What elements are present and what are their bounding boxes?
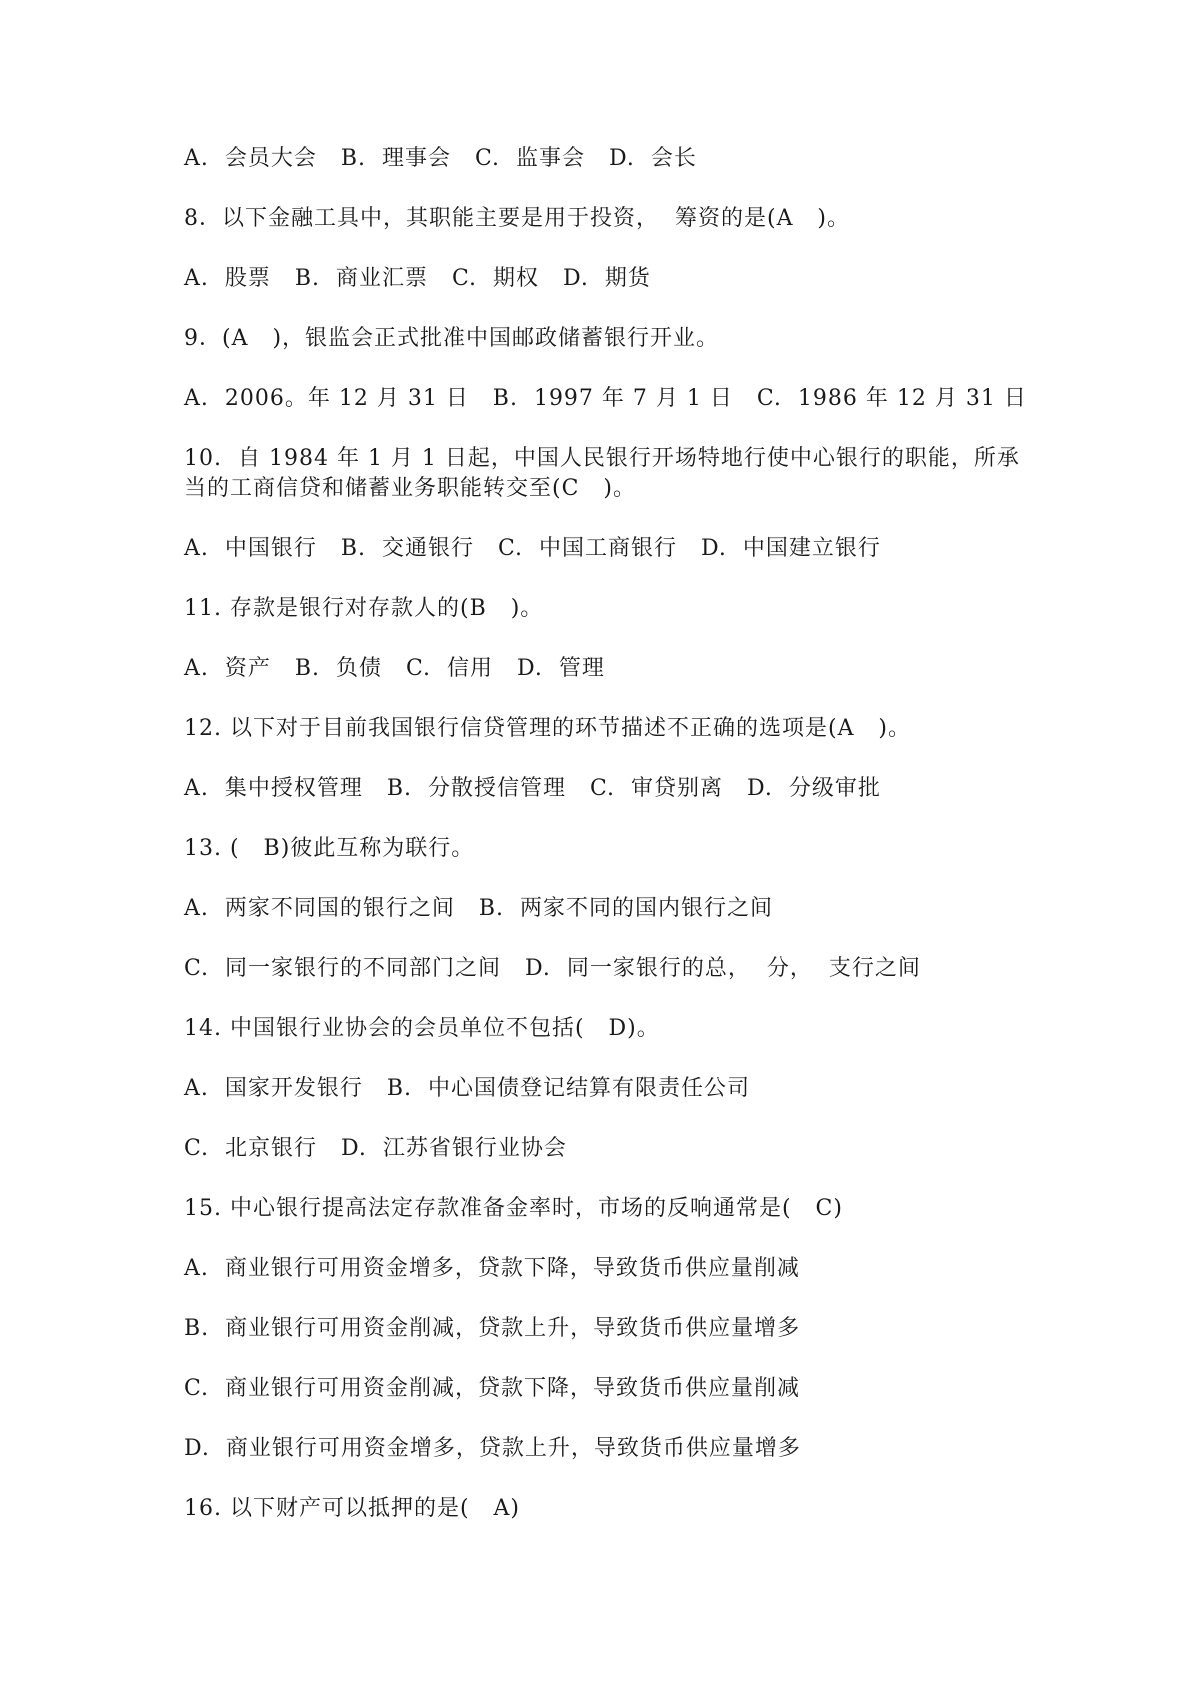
q8-options: A. 股票 B. 商业汇票 C. 期权 D. 期货 bbox=[184, 266, 651, 291]
q15-option-d: D. 商业银行可用资金增多，贷款上升，导致货币供应量增多 bbox=[184, 1436, 801, 1461]
q10-options: A. 中国银行 B. 交通银行 C. 中国工商银行 D. 中国建立银行 bbox=[184, 536, 881, 561]
q15-option-c: C. 商业银行可用资金削减，贷款下降，导致货币供应量削减 bbox=[184, 1376, 801, 1401]
q14-options-2: C. 北京银行 D. 江苏省银行业协会 bbox=[184, 1136, 567, 1161]
q15-option-b: B. 商业银行可用资金削减，贷款上升，导致货币供应量增多 bbox=[184, 1316, 801, 1341]
q15-option-a: A. 商业银行可用资金增多，贷款下降，导致货币供应量削减 bbox=[184, 1256, 800, 1281]
q9-question: 9．(A )，银监会正式批准中国邮政储蓄银行开业。 bbox=[184, 326, 720, 351]
q13-question: 13. ( B)彼此互称为联行。 bbox=[184, 836, 475, 861]
q13-options-2: C. 同一家银行的不同部门之间 D. 同一家银行的总， 分， 支行之间 bbox=[184, 956, 921, 981]
q9-options: A. 2006。年 12 月 31 日 B. 1997 年 7 月 1 日 C. 1986 年 12 月 31 日 bbox=[184, 386, 1027, 411]
q12-question: 12. 以下对于目前我国银行信贷管理的环节描述不正确的选项是(A )。 bbox=[184, 716, 912, 741]
q14-options-1: A. 国家开发银行 B. 中心国债登记结算有限责任公司 bbox=[184, 1076, 750, 1101]
q14-question: 14. 中国银行业协会的会员单位不包括( D)。 bbox=[184, 1016, 660, 1041]
q16-question: 16. 以下财产可以抵押的是( A) bbox=[184, 1496, 521, 1521]
q12-options: A. 集中授权管理 B. 分散授信管理 C. 审贷别离 D. 分级审批 bbox=[184, 776, 881, 801]
q7-options: A. 会员大会 B. 理事会 C. 监事会 D. 会长 bbox=[184, 146, 697, 171]
q13-options-1: A. 两家不同国的银行之间 B. 两家不同的国内银行之间 bbox=[184, 896, 773, 921]
q8-question: 8．以下金融工具中，其职能主要是用于投资， 筹资的是(A )。 bbox=[184, 206, 851, 231]
q11-question: 11. 存款是银行对存款人的(B )。 bbox=[184, 596, 544, 621]
q15-question: 15. 中心银行提高法定存款准备金率时，市场的反响通常是( C) bbox=[184, 1196, 843, 1221]
q11-options: A. 资产 B. 负债 C. 信用 D. 管理 bbox=[184, 656, 605, 681]
q10-question-line1: 10. 自 1984 年 1 月 1 日起，中国人民银行开场特地行使中心银行的职能，所承 bbox=[184, 446, 1020, 471]
q10-question-line2: 当的工商信贷和储蓄业务职能转交至(C )。 bbox=[184, 476, 636, 501]
